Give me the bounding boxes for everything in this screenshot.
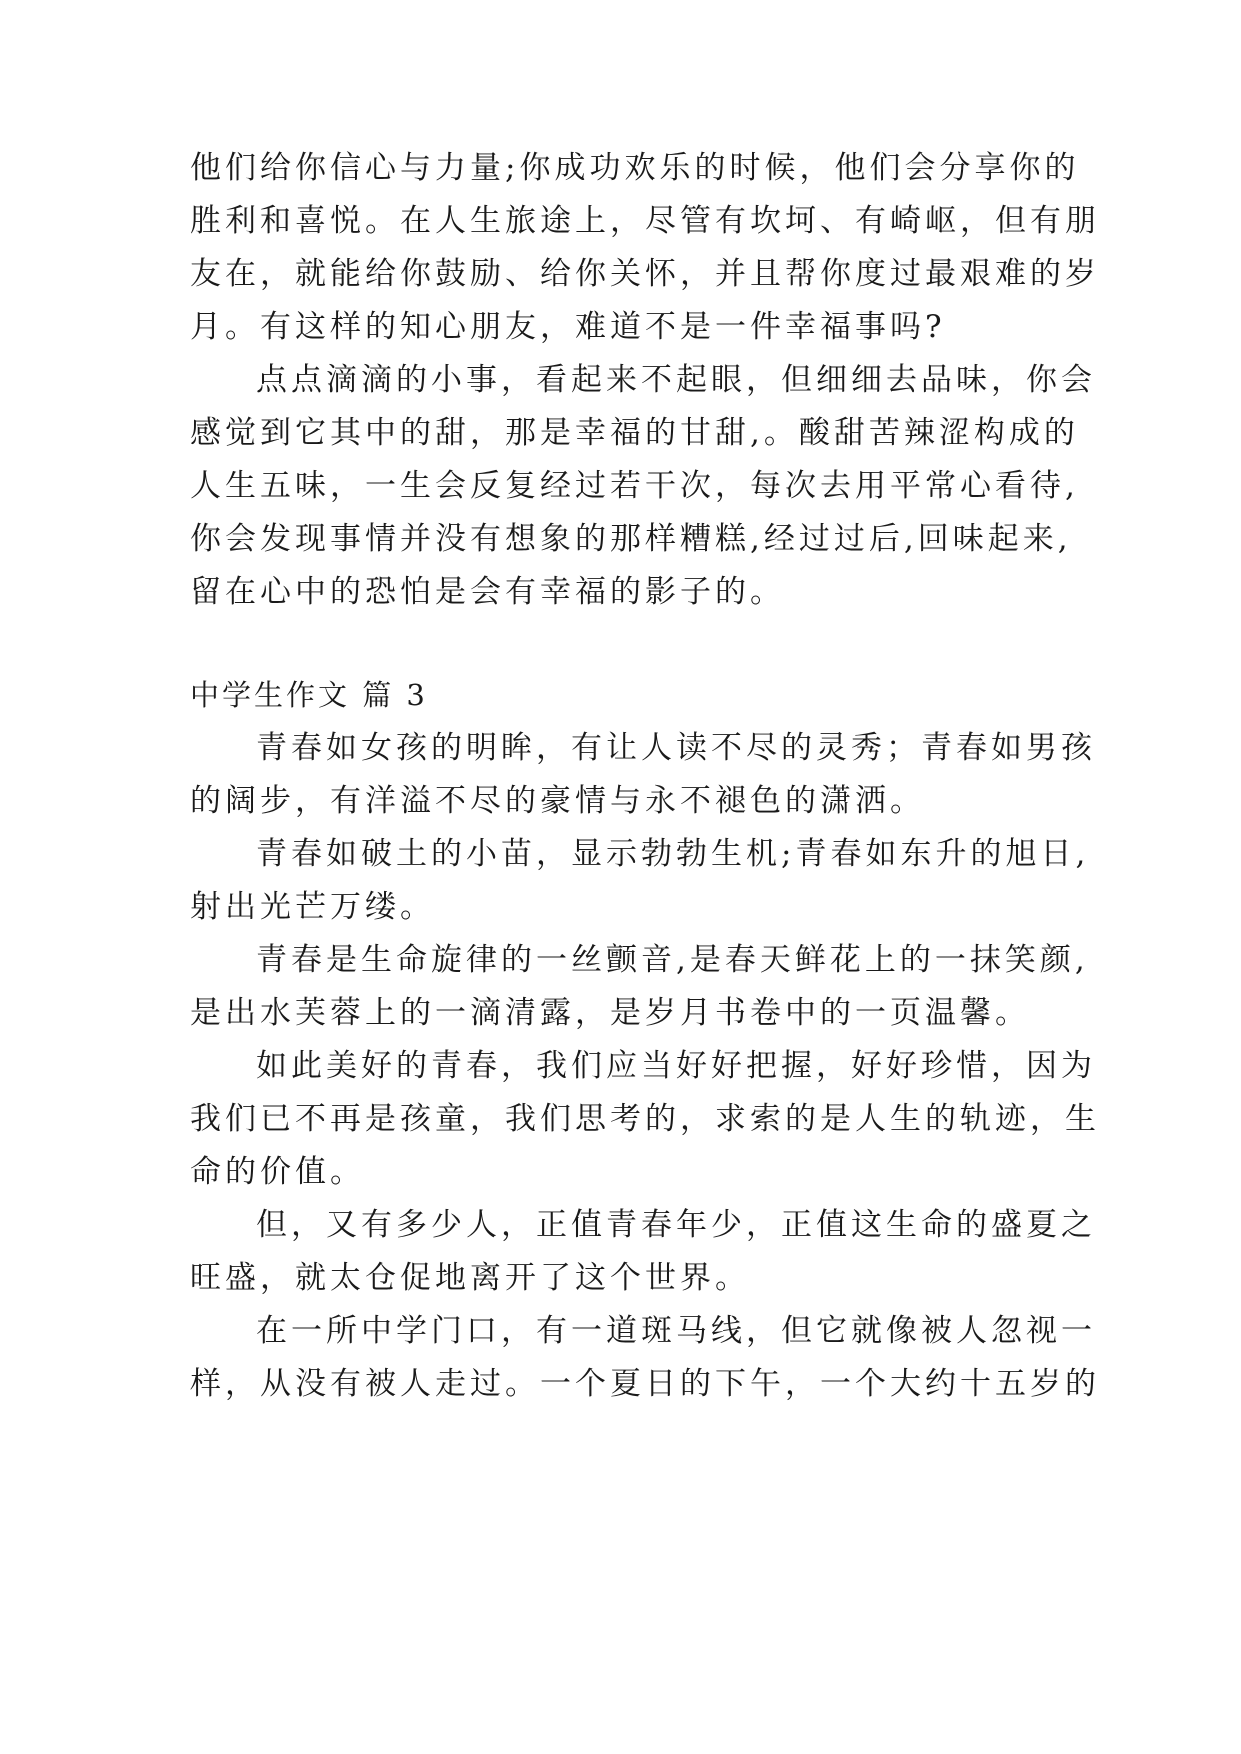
text-line: 样，从没有被人走过。一个夏日的下午，一个大约十五岁的 <box>190 1366 1100 1402</box>
text-line: 青春是生命旋律的一丝颤音,是春天鲜花上的一抹笑颜, <box>256 942 1089 978</box>
text-line: 他们给你信心与力量;你成功欢乐的时候，他们会分享你的 <box>190 150 1080 186</box>
text-line: 人生五味，一生会反复经过若干次，每次去用平常心看待, <box>190 468 1079 504</box>
text-line: 青春如破土的小苗，显示勃勃生机;青春如东升的旭日, <box>256 836 1090 872</box>
text-line: 青春如女孩的明眸，有让人读不尽的灵秀；青春如男孩 <box>256 730 1096 766</box>
text-line: 点点滴滴的小事，看起来不起眼，但细细去品味，你会 <box>256 362 1096 398</box>
text-line: 感觉到它其中的甜，那是幸福的甘甜,。酸甜苦辣涩构成的 <box>190 415 1079 451</box>
text-line: 旺盛，就太仓促地离开了这个世界。 <box>190 1260 750 1296</box>
text-line: 如此美好的青春，我们应当好好把握，好好珍惜，因为 <box>256 1048 1096 1084</box>
section-heading: 中学生作文 篇 3 <box>190 678 428 712</box>
text-line: 留在心中的恐怕是会有幸福的影子的。 <box>190 574 785 610</box>
text-line: 月。有这样的知心朋友，难道不是一件幸福事吗? <box>190 309 946 345</box>
text-line: 在一所中学门口，有一道斑马线，但它就像被人忽视一 <box>256 1313 1096 1349</box>
text-line: 命的价值。 <box>190 1154 365 1190</box>
text-line: 射出光芒万缕。 <box>190 889 435 925</box>
text-line: 我们已不再是孩童，我们思考的，求索的是人生的轨迹，生 <box>190 1101 1100 1137</box>
text-line: 的阔步，有洋溢不尽的豪情与永不褪色的潇洒。 <box>190 783 925 819</box>
text-line: 但，又有多少人，正值青春年少，正值这生命的盛夏之 <box>256 1207 1096 1243</box>
text-line: 你会发现事情并没有想象的那样糟糕,经过过后,回味起来, <box>190 521 1072 557</box>
text-line: 是出水芙蓉上的一滴清露，是岁月书卷中的一页温馨。 <box>190 995 1030 1031</box>
text-line: 友在，就能给你鼓励、给你关怀，并且帮你度过最艰难的岁 <box>190 256 1100 292</box>
text-line: 胜利和喜悦。在人生旅途上，尽管有坎坷、有崎岖，但有朋 <box>190 203 1100 239</box>
